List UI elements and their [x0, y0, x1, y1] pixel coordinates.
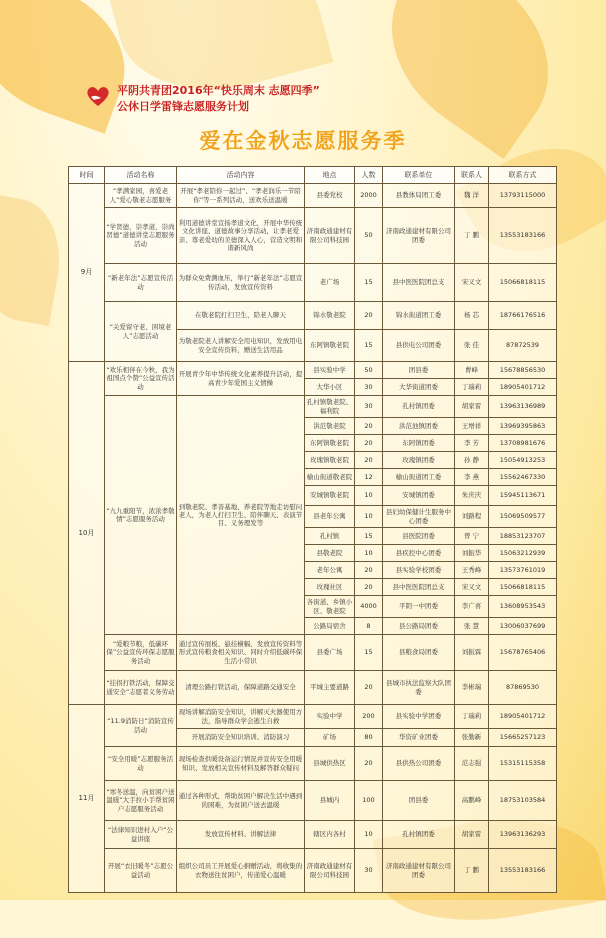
activity-content: 为敬老院老人讲解安全用电知识，发放用电安全宣传资料，赠送生活用品	[177, 330, 305, 362]
contact-unit: 团县委	[383, 781, 455, 821]
contact-unit: 孔村镇团委	[383, 396, 455, 418]
count: 10	[355, 486, 383, 506]
activity-name: “孝满家园，喜爱老人”爱心敬老志愿服务	[105, 184, 177, 208]
count: 20	[355, 747, 383, 781]
place: 洪范敬老院	[305, 418, 355, 435]
table-row	[69, 184, 557, 208]
activity-name: “11.9消防日”消防宣传活动	[105, 705, 177, 747]
contact-unit: 平阴一中团委	[383, 596, 455, 618]
phone: 15945113671	[489, 486, 557, 506]
place: 县老年公寓	[305, 506, 355, 528]
contact-unit: 玫瑰镇团委	[383, 452, 455, 469]
contact-person: 李 芳	[455, 435, 489, 452]
contact-person: 曾 宁	[455, 528, 489, 545]
count: 15	[355, 264, 383, 302]
table-row	[69, 849, 557, 893]
phone: 13006037699	[489, 618, 557, 635]
phone: 13963136989	[489, 396, 557, 418]
phone: 18905401712	[489, 705, 557, 729]
contact-person: 丁 鹏	[455, 208, 489, 264]
activity-name: 开展“衣旧暖冬”志愿公益活动	[105, 849, 177, 893]
place: 孔村镇敬老院、福利院	[305, 396, 355, 418]
count: 50	[355, 362, 383, 379]
phone: 15066818115	[489, 264, 557, 302]
phone: 15665257123	[489, 729, 557, 747]
count: 20	[355, 452, 383, 469]
contact-person: 孙 静	[455, 452, 489, 469]
table-row	[69, 362, 557, 379]
table-row	[69, 747, 557, 781]
phone: 15063212939	[489, 545, 557, 562]
count: 10	[355, 506, 383, 528]
contact-unit: 孔村镇团委	[383, 821, 455, 849]
count: 200	[355, 705, 383, 729]
contact-unit: 榆山街道团工委	[383, 469, 455, 486]
contact-unit: 县城市执法监察大队团委	[383, 671, 455, 705]
contact-unit: 县供热公司团委	[383, 747, 455, 781]
table-row	[69, 671, 557, 705]
place: 县敬老院	[305, 545, 355, 562]
activity-name: “学贤德，崇孝道，崇尚贤德”道德讲堂志愿服务活动	[105, 208, 177, 264]
table-header-row	[69, 167, 557, 184]
place: 玫瑰社区	[305, 579, 355, 596]
activity-name: “新老年法”志愿宣传活动	[105, 264, 177, 302]
phone: 13963136293	[489, 821, 557, 849]
count: 15	[355, 635, 383, 671]
phone: 13553183166	[489, 849, 557, 893]
column-header-contact-unit: 联系单位	[383, 167, 455, 184]
contact-person: 胡家雷	[455, 821, 489, 849]
phone: 15054913253	[489, 452, 557, 469]
table-row	[69, 705, 557, 729]
column-header-count: 人数	[355, 167, 383, 184]
contact-person: 杨 芯	[455, 302, 489, 330]
count: 20	[355, 302, 383, 330]
place: 公路局宿舍	[305, 618, 355, 635]
contact-person: 胡家雷	[455, 396, 489, 418]
contact-person: 张 慧	[455, 618, 489, 635]
column-header-activity-content: 活动内容	[177, 167, 305, 184]
count: 12	[355, 469, 383, 486]
maple-leaf-decoration	[0, 194, 70, 326]
phone: 15066818115	[489, 579, 557, 596]
contact-unit: 县医院团委	[383, 528, 455, 545]
count: 4000	[355, 596, 383, 618]
place: 县委广场	[305, 635, 355, 671]
contact-unit: 大华街道团委	[383, 379, 455, 396]
contact-unit: 华资矿业团委	[383, 729, 455, 747]
count: 20	[355, 435, 383, 452]
column-header-time: 时间	[69, 167, 105, 184]
contact-person: 刘振霖	[455, 635, 489, 671]
phone: 87872539	[489, 330, 557, 362]
activity-name: “九九重阳节，浓浓孝敬情”志愿服务活动	[105, 396, 177, 635]
contact-unit: 县中医医院团总支	[383, 579, 455, 596]
phone: 15562467330	[489, 469, 557, 486]
activity-content: 在敬老院打扫卫生、陪老人聊天	[177, 302, 305, 330]
phone: 15678765406	[489, 635, 557, 671]
place: 玫瑰镇敬老院	[305, 452, 355, 469]
count: 10	[355, 545, 383, 562]
contact-person: 丁瑞莉	[455, 705, 489, 729]
contact-person: 张勤新	[455, 729, 489, 747]
activity-name: “寒冬送温，向贫困户送温暖”大手拉小手帮贫困户志愿服务活动	[105, 781, 177, 821]
month-cell: 11月	[69, 705, 105, 893]
activity-content: 发放宣传材料、讲解法律	[177, 821, 305, 849]
contact-person: 曹峰	[455, 362, 489, 379]
column-header-place: 地点	[305, 167, 355, 184]
phone: 15069509577	[489, 506, 557, 528]
count: 10	[355, 821, 383, 849]
phone: 18853123707	[489, 528, 557, 545]
volunteer-plan-table	[68, 166, 557, 893]
place: 老年公寓	[305, 562, 355, 579]
contact-person: 丁瑞莉	[455, 379, 489, 396]
phone: 13573761019	[489, 562, 557, 579]
activity-content: 现场检查供暖设备运行情况并宣传安全用暖知识、发放相关宣传材料及解答群众疑问	[177, 747, 305, 781]
activity-content: 开展青少年中华传统文化素养提升活动，提高青少年爱国主义情操	[177, 362, 305, 396]
activity-name: “挂拐打铁活动，保障交通安全”志愿者义务劳动	[105, 671, 177, 705]
place: 县城内	[305, 781, 355, 821]
contact-person: 朱庆庆	[455, 486, 489, 506]
phone: 13793115000	[489, 184, 557, 208]
activity-content: 利用道德讲堂宣扬孝道文化，开展中华传统文化讲座、道德故事分享活动，让孝老爱亲、尊老爱幼的美德深入人心，营造文明和谐新风尚	[177, 208, 305, 264]
count: 30	[355, 379, 383, 396]
volunteer-heart-hand-icon	[85, 84, 111, 108]
activity-content: 为群众免费测血压，举行“新老年法”志愿宣传活动，发放宣传资料	[177, 264, 305, 302]
place: 安城镇敬老院	[305, 486, 355, 506]
place: 济南政通建材有限公司科技园	[305, 208, 355, 264]
org-line-1: 平阴共青团2016年“快乐周末 志愿四季”	[117, 84, 320, 97]
contact-person: 魏 洋	[455, 184, 489, 208]
count: 15	[355, 330, 383, 362]
contact-person: 王增祥	[455, 418, 489, 435]
contact-unit: 县疾控中心团委	[383, 545, 455, 562]
place: 县委党校	[305, 184, 355, 208]
count: 50	[355, 208, 383, 264]
activity-content: 通过宣传展板、悬挂横幅、发放宣传资料等形式宣传粮食相关知识、同时介绍低碳环保生活小常识	[177, 635, 305, 671]
count: 20	[355, 671, 383, 705]
column-header-activity-name: 活动名称	[105, 167, 177, 184]
place: 辖区内各村	[305, 821, 355, 849]
table-row	[69, 208, 557, 264]
place: 榆山街道敬老院	[305, 469, 355, 486]
table-row	[69, 821, 557, 849]
phone: 18766176516	[489, 302, 557, 330]
page-title: 爱在金秋志愿服务季	[199, 129, 407, 153]
phone: 18753103584	[489, 781, 557, 821]
activity-name: “安全用暖”志愿服务活动	[105, 747, 177, 781]
table-row	[69, 635, 557, 671]
contact-unit: 县公路局团委	[383, 618, 455, 635]
count: 20	[355, 579, 383, 596]
phone: 13553183166	[489, 208, 557, 264]
contact-unit: 济南政通建材有限公司团委	[383, 208, 455, 264]
place: 矿场	[305, 729, 355, 747]
place: 济南政通建材有限公司科技园	[305, 849, 355, 893]
contact-person: 宋又文	[455, 579, 489, 596]
contact-person: 王秀峰	[455, 562, 489, 579]
table-row	[69, 396, 557, 418]
contact-unit: 东阿镇团委	[383, 435, 455, 452]
contact-unit: 县教体局团工委	[383, 184, 455, 208]
contact-unit: 县实验学校团委	[383, 562, 455, 579]
contact-person: 丁 鹏	[455, 849, 489, 893]
activity-content: 通过各种形式，帮助贫困户解决生活中遇到的困难，为贫困户送去温暖	[177, 781, 305, 821]
contact-person: 张 佳	[455, 330, 489, 362]
month-cell: 9月	[69, 184, 105, 362]
count: 2000	[355, 184, 383, 208]
count: 30	[355, 396, 383, 418]
column-header-phone: 联系方式	[489, 167, 557, 184]
contact-unit: 县中医医院团总支	[383, 264, 455, 302]
contact-person: 高鹏峰	[455, 781, 489, 821]
contact-person: 李 燕	[455, 469, 489, 486]
org-line-2: 公休日学雷锋志愿服务计划	[117, 100, 249, 113]
month-cell: 10月	[69, 362, 105, 705]
contact-unit: 安城镇团委	[383, 486, 455, 506]
activity-content: 清理公路打铁活动，保障道路交通安全	[177, 671, 305, 705]
place: 东阿镇敬老院	[305, 330, 355, 362]
activity-content: 开展消防安全知识培训、消防演习	[177, 729, 305, 747]
contact-person: 宋又文	[455, 264, 489, 302]
phone: 13969395863	[489, 418, 557, 435]
contact-person: 李广喜	[455, 596, 489, 618]
place: 东阿镇敬老院	[305, 435, 355, 452]
place: 县实验中学	[305, 362, 355, 379]
count: 15	[355, 528, 383, 545]
place: 孔村镇	[305, 528, 355, 545]
contact-unit: 锦水街道团工委	[383, 302, 455, 330]
activity-content: 现场讲解消防安全知识，讲解灭火器使用方法，指导群众学会逃生自救	[177, 705, 305, 729]
count: 30	[355, 849, 383, 893]
contact-unit: 洪范池镇团委	[383, 418, 455, 435]
count: 8	[355, 618, 383, 635]
count: 20	[355, 562, 383, 579]
phone: 15315115358	[489, 747, 557, 781]
contact-person: 刘路程	[455, 506, 489, 528]
count: 100	[355, 781, 383, 821]
activity-name: “欢乐相伴在今秋，我为祖国点个赞”公益宣传活动	[105, 362, 177, 396]
activity-content: 到敬老院、孝善基地、养老院等地走访慰问老人，为老人打扫卫生、陪伴聊天、表演节目、义务理发等	[177, 396, 305, 635]
contact-unit: 县供电公司团委	[383, 330, 455, 362]
table-row	[69, 264, 557, 302]
activity-name: “爱粮节粮，低碳环保”公益宣传环保志愿服务活动	[105, 635, 177, 671]
activity-name: “关爱留守老、困境老人”志愿活动	[105, 302, 177, 362]
column-header-contact-person: 联系人	[455, 167, 489, 184]
place: 各街道、乡镇小区、敬老院	[305, 596, 355, 618]
contact-unit: 县妇幼保健计生服务中心团委	[383, 506, 455, 528]
place: 老广场	[305, 264, 355, 302]
phone: 13708981676	[489, 435, 557, 452]
table-row	[69, 302, 557, 330]
contact-person: 范志强	[455, 747, 489, 781]
place: 实验中学	[305, 705, 355, 729]
contact-person: 李彬瑞	[455, 671, 489, 705]
activity-content: 组织公司员工开展爱心捐赠活动，将收集的衣物送往贫困户，传递爱心温暖	[177, 849, 305, 893]
place: 平城主要道路	[305, 671, 355, 705]
count: 80	[355, 729, 383, 747]
contact-person: 刘振华	[455, 545, 489, 562]
table-row	[69, 781, 557, 821]
phone: 18905401712	[489, 379, 557, 396]
phone: 13608953543	[489, 596, 557, 618]
contact-unit: 团县委	[383, 362, 455, 379]
contact-unit: 县实验中学团委	[383, 705, 455, 729]
contact-unit: 县粮食局团委	[383, 635, 455, 671]
place: 县城供热区	[305, 747, 355, 781]
phone: 15678856530	[489, 362, 557, 379]
activity-content: 开展“孝老陪你一起过”、“孝老润乐一节陪你”等一系列活动，送欢乐送温暖	[177, 184, 305, 208]
phone: 87869530	[489, 671, 557, 705]
activity-name: “法律知识进村入户”公益讲座	[105, 821, 177, 849]
place: 锦水敬老院	[305, 302, 355, 330]
place: 大华小区	[305, 379, 355, 396]
count: 20	[355, 418, 383, 435]
contact-unit: 济南政通建材有限公司团委	[383, 849, 455, 893]
